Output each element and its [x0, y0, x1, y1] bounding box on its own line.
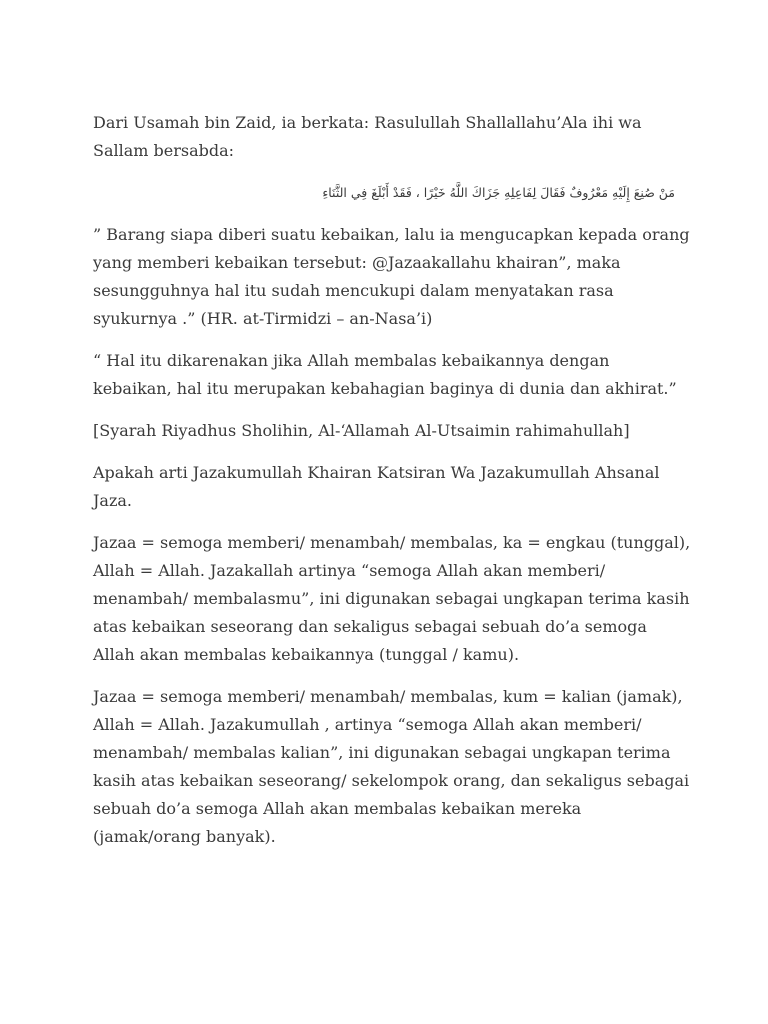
- document-body: [93, 109, 693, 865]
- jazakallah-definition-paragraph: Jazaa = semoga memberi/ menambah/ membalas, ka = engkau (tunggal), Allah = Allah. Jazakallah artinya “semoga Allah akan memberi/ menambah/ membalasmu”, ini digunakan sebagai ungkapan terima kasih atas kebaikan seseorang dan sekaligus sebagai sebuah do’a semoga Allah akan membalas kebaikannya (tunggal / kamu).: [93, 533, 691, 664]
- explanation-paragraph: “ Hal itu dikarenakan jika Allah membalas kebaikannya dengan kebaikan, hal itu merupakan kebahagian baginya di dunia dan akhirat.”: [93, 351, 677, 398]
- hadith-translation-paragraph: ” Barang siapa diberi suatu kebaikan, lalu ia mengucapkan kepada orang yang memberi kebaikan tersebut: @Jazaakallahu khairan”, maka sesungguhnya hal itu sudah mencukupi dalam menyatakan rasa syukurnya .” (HR. at-Tirmidzi – an-Nasa’i): [93, 225, 690, 328]
- question-paragraph: Apakah arti Jazakumullah Khairan Katsiran Wa Jazakumullah Ahsanal Jaza.: [93, 463, 660, 510]
- arabic-hadith-text: مَنْ صُنِعَ إِلَيْهِ مَعْرُوفٌ فَقَالَ لِفَاعِلِهِ جَزَاكَ اللَّهُ خَيْرًا ، فَقَدْ أَبْلَغَ فِي الثَّنَاءِ: [322, 185, 675, 200]
- source-citation: [Syarah Riyadhus Sholihin, Al-‘Allamah Al-Utsaimin rahimahullah]: [93, 421, 630, 440]
- intro-paragraph: Dari Usamah bin Zaid, ia berkata: Rasulullah Shallallahu’Ala ihi wa Sallam bersabda:: [93, 113, 642, 160]
- jazakumullah-definition-paragraph: Jazaa = semoga memberi/ menambah/ membalas, kum = kalian (jamak), Allah = Allah. Jazakumullah , artinya “semoga Allah akan memberi/ menambah/ membalas kalian”, ini digunakan sebagai ungkapan terima kasih atas kebaikan seseorang/ sekelompok orang, dan sekaligus sebagai sebuah do’a semoga Allah akan membalas kebaikan mereka (jamak/orang banyak).: [93, 687, 690, 846]
